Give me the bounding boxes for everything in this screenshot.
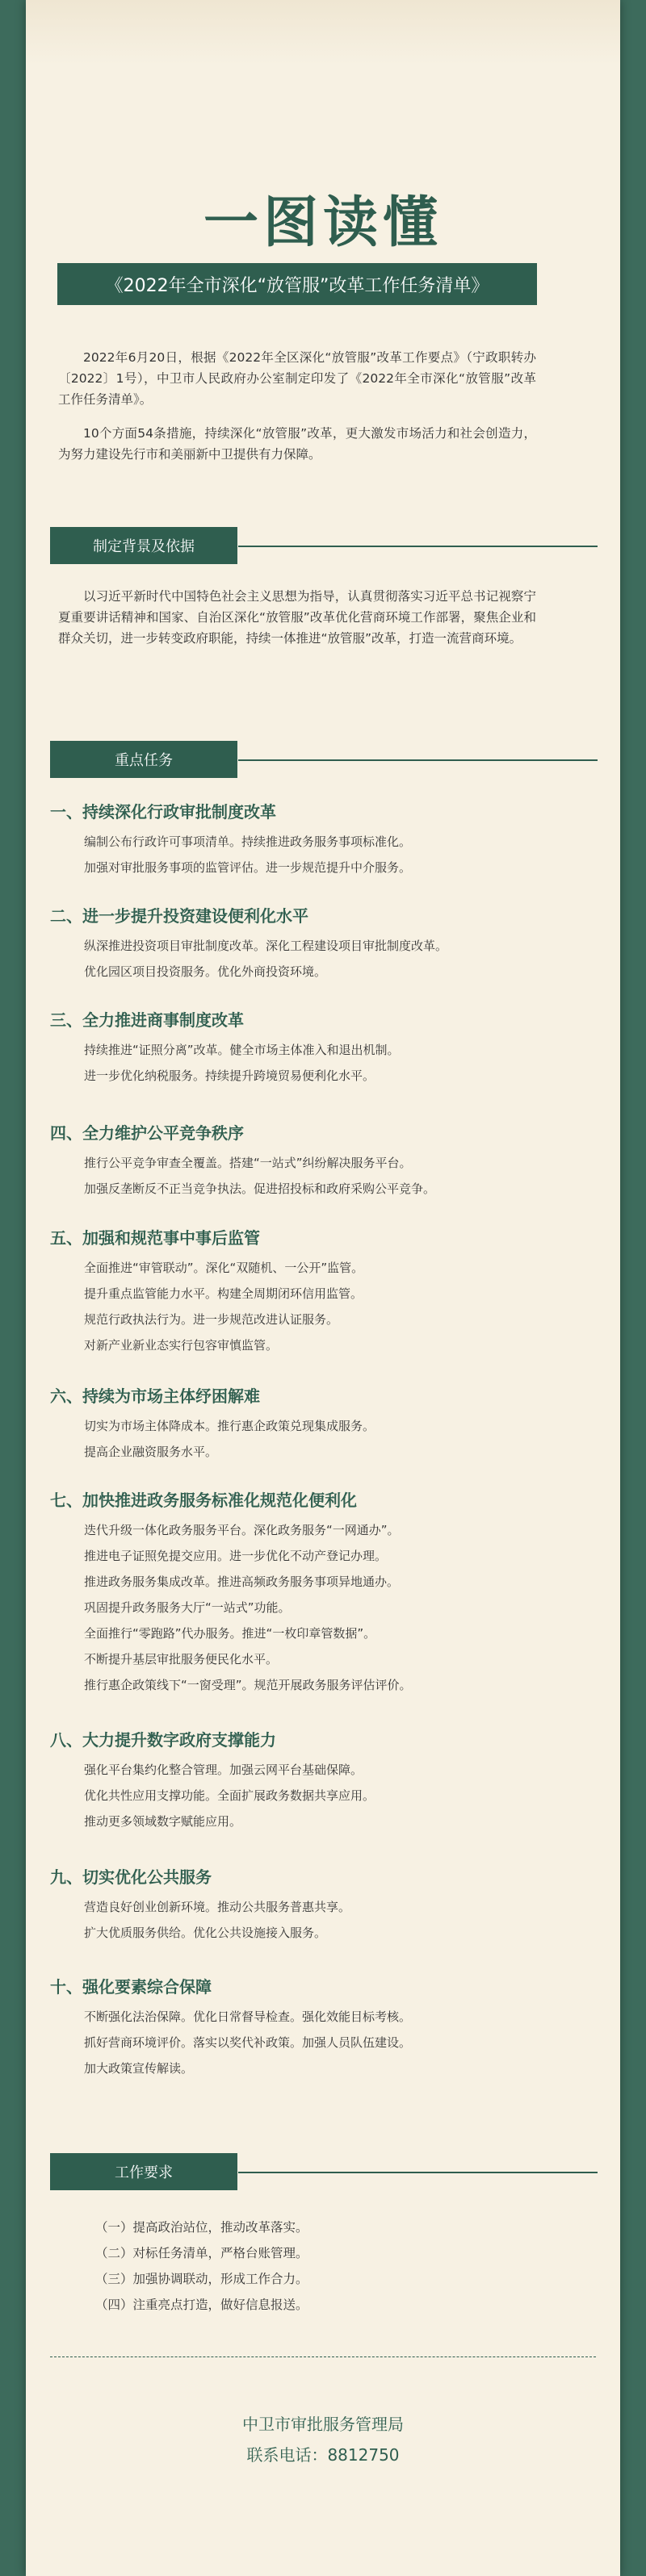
requirements-section-header — [50, 2153, 237, 2190]
requirement-4: （四）注重亮点打造，做好信息报送。 — [95, 2298, 308, 2312]
task-5-line-4: 对新产业新业态实行包容审慎监管。 — [84, 1338, 279, 1353]
task-title-9: 九、切实优化公共服务 — [50, 1867, 212, 1887]
intro-paragraph-2: 10个方面54条措施，持续深化“放管服”改革，更大激发市场活力和社会创造力，为努力建设先行市和美丽新中卫提供有力保障。 — [58, 426, 536, 462]
background-paragraph: 以习近平新时代中国特色社会主义思想为指导，认真贯彻落实习近平总书记视察宁夏重要讲话精神和国家、自治区深化“放管服”改革优化营商环境工作部署，聚焦企业和群众关切，进一步转变政府职能，持续一体推进“放管服”改革，打造一流营商环境。 — [58, 589, 536, 646]
task-9-line-1: 营造良好创业创新环境。推动公共服务普惠共享。 — [84, 1900, 351, 1914]
requirements-header-label: 工作要求 — [115, 2164, 173, 2181]
task-title-3: 三、全力推进商事制度改革 — [50, 1010, 244, 1030]
requirement-3: （三）加强协调联动，形成工作合力。 — [95, 2272, 308, 2286]
requirement-2: （二）对标任务清单，严格台账管理。 — [95, 2246, 308, 2260]
task-title-5: 五、加强和规范事中事后监管 — [50, 1228, 260, 1248]
task-8-line-2: 优化共性应用支撑功能。全面扩展政务数据共享应用。 — [84, 1788, 375, 1803]
task-3-line-1: 持续推进“证照分离”改革。健全市场主体准入和退出机制。 — [84, 1043, 400, 1057]
task-3-line-2: 进一步优化纳税服务。持续提升跨境贸易便利化水平。 — [84, 1068, 375, 1083]
task-6-line-2: 提高企业融资服务水平。 — [84, 1445, 218, 1459]
task-7-line-2: 推进电子证照免提交应用。进一步优化不动产登记办理。 — [84, 1549, 388, 1563]
task-2-line-1: 纵深推进投资项目审批制度改革。深化工程建设项目审批制度改革。 — [84, 939, 448, 953]
footer-phone: 联系电话：8812750 — [246, 2445, 400, 2465]
subtitle-text: 《2022年全市深化“放管服”改革工作任务清单》 — [105, 275, 489, 296]
tasks-header-label: 重点任务 — [115, 752, 173, 769]
task-title-8: 八、大力提升数字政府支撑能力 — [50, 1730, 276, 1750]
intro-paragraph-1: 2022年6月20日，根据《2022年全区深化“放管服”改革工作要点》（宁政职转办〔2022〕1号），中卫市人民政府办公室制定印发了《2022年全市深化“放管服”改革工作任务清单》。 — [58, 350, 536, 407]
task-8-line-3: 推动更多领域数字赋能应用。 — [84, 1814, 242, 1829]
task-title-2: 二、进一步提升投资建设便利化水平 — [50, 906, 308, 926]
task-6-line-1: 切实为市场主体降成本。推行惠企政策兑现集成服务。 — [84, 1419, 375, 1433]
task-7-line-6: 不断提升基层审批服务便民化水平。 — [84, 1652, 279, 1666]
task-title-7: 七、加快推进政务服务标准化规范化便利化 — [50, 1491, 357, 1510]
task-title-10: 十、强化要素综合保障 — [50, 1977, 212, 1997]
task-10-line-1: 不断强化法治保障。优化日常督导检查。强化效能目标考核。 — [84, 2009, 412, 2024]
task-7-line-7: 推行惠企政策线下“一窗受理”。规范开展政务服务评估评价。 — [84, 1678, 412, 1692]
task-10-line-3: 加大政策宣传解读。 — [84, 2061, 194, 2076]
task-10-line-2: 抓好营商环境评价。落实以奖代补政策。加强人员队伍建设。 — [84, 2035, 412, 2050]
task-5-line-2: 提升重点监管能力水平。构建全周期闭环信用监管。 — [84, 1286, 363, 1301]
task-1-line-1: 编制公布行政许可事项清单。持续推进政务服务事项标准化。 — [84, 834, 412, 849]
requirements-divider — [238, 2172, 598, 2173]
task-7-line-3: 推进政务服务集成改革。推进高频政务服务事项异地通办。 — [84, 1574, 400, 1589]
footer-divider — [50, 2356, 596, 2357]
task-7-line-4: 巩固提升政务服务大厅“一站式”功能。 — [84, 1600, 291, 1615]
background-header-label: 制定背景及依据 — [93, 538, 195, 555]
task-5-line-3: 规范行政执法行为。进一步规范改进认证服务。 — [84, 1312, 339, 1327]
task-8-line-1: 强化平台集约化整合管理。加强云网平台基础保障。 — [84, 1763, 363, 1777]
background-divider — [238, 546, 598, 547]
task-4-line-1: 推行公平竞争审查全覆盖。搭建“一站式”纠纷解决服务平台。 — [84, 1156, 412, 1170]
background-section-header — [50, 527, 237, 564]
task-9-line-2: 扩大优质服务供给。优化公共设施接入服务。 — [84, 1926, 327, 1940]
task-title-4: 四、全力维护公平竞争秩序 — [50, 1123, 244, 1143]
task-title-6: 六、持续为市场主体纾困解难 — [50, 1386, 260, 1406]
task-4-line-2: 加强反垄断反不正当竞争执法。促进招投标和政府采购公平竞争。 — [84, 1181, 436, 1196]
tasks-section-header — [50, 741, 237, 778]
task-2-line-2: 优化园区项目投资服务。优化外商投资环境。 — [84, 964, 327, 979]
subtitle-banner — [57, 263, 537, 305]
task-5-line-1: 全面推进“审管联动”。深化“双随机、一公开”监管。 — [84, 1261, 364, 1275]
tasks-divider — [238, 759, 598, 761]
task-1-line-2: 加强对审批服务事项的监管评估。进一步规范提升中介服务。 — [84, 860, 412, 875]
requirement-1: （一）提高政治站位，推动改革落实。 — [95, 2220, 308, 2235]
task-7-line-5: 全面推行“零跑路”代办服务。推进“一枚印章管数据”。 — [84, 1626, 376, 1641]
task-title-1: 一、持续深化行政审批制度改革 — [50, 802, 276, 822]
page-title: 一图读懂 — [203, 191, 443, 255]
task-7-line-1: 迭代升级一体化政务服务平台。深化政务服务“一网通办”。 — [84, 1523, 400, 1537]
footer-organization: 中卫市审批服务管理局 — [242, 2415, 404, 2434]
